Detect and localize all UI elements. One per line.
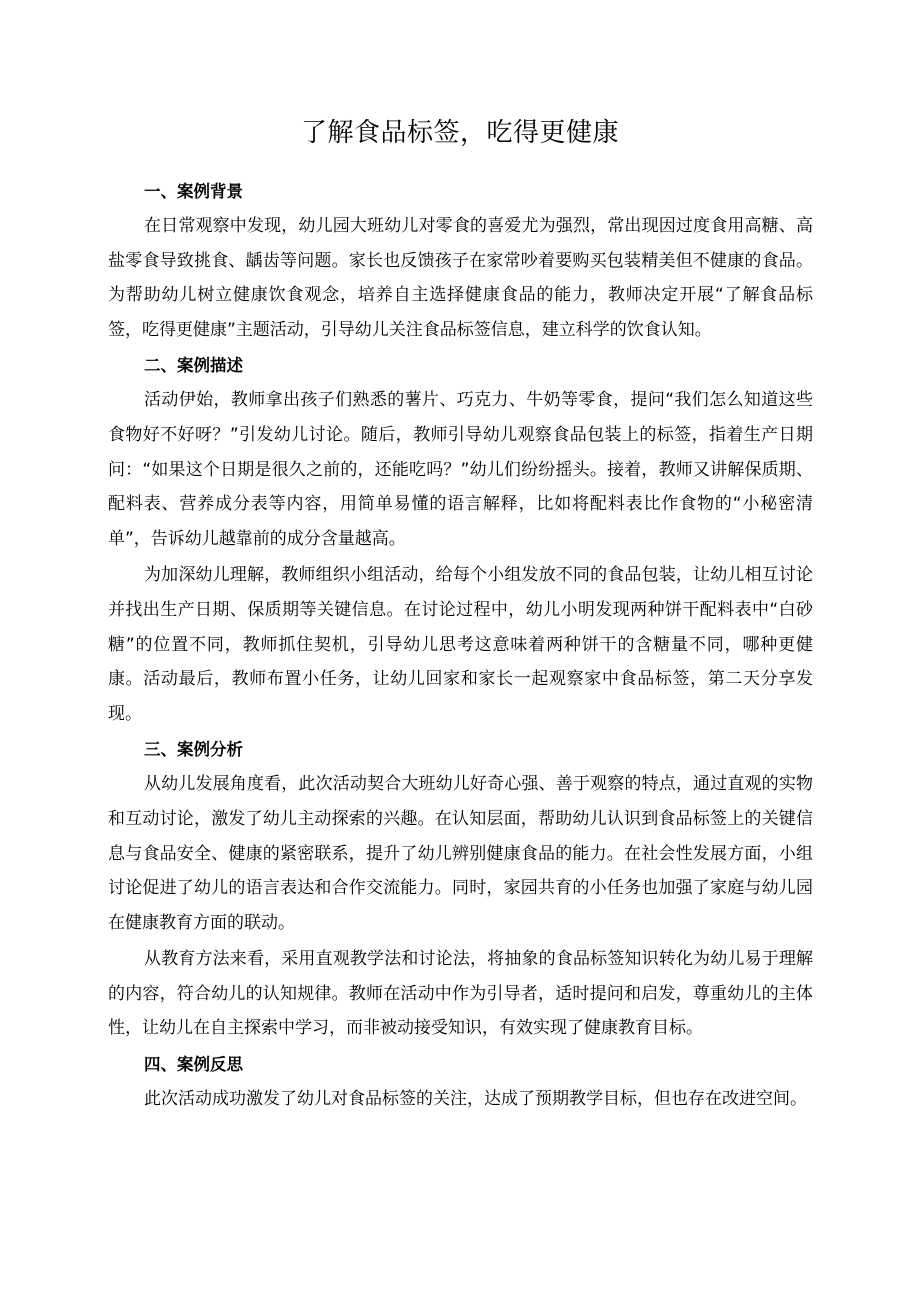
paragraph: 此次活动成功激发了幼儿对食品标签的关注，达成了预期教学目标，但也存在改进空间。 (144, 1089, 807, 1110)
section-reflection (108, 1048, 813, 1117)
paragraph: 活动伊始，教师拿出孩子们熟悉的薯片、巧克力、牛奶等零食，提问“我们怎么知道这些食物好不好呀？”引发幼儿讨论。随后，教师引导幼儿观察食品包装上的标签，指着生产日期问：“如果这个日期是很久之前的，还能吃吗？”幼儿们纷纷摇头。接着，教师又讲解保质期、配料表、营养成分表等内容，用简单易懂的语言解释，比如将配料表比作食物的“小秘密清单”，告诉幼儿越靠前的成分含量越高。 (108, 390, 813, 549)
section-heading: 二、案例描述 (144, 356, 243, 376)
section-heading: 四、案例反思 (144, 1055, 243, 1075)
paragraph: 从教育方法来看，采用直观教学法和讨论法，将抽象的食品标签知识转化为幼儿易于理解的内容，符合幼儿的认知规律。教师在活动中作为引导者，适时提问和启发，尊重幼儿的主体性，让幼儿在自主探索中学习，而非被动接受知识，有效实现了健康教育目标。 (108, 949, 813, 1039)
section-heading: 三、案例分析 (144, 740, 243, 760)
section-description (108, 349, 813, 731)
section-heading: 一、案例背景 (144, 182, 243, 201)
document-body (108, 175, 813, 1119)
paragraph: 为加深幼儿理解，教师组织小组活动，给每个小组发放不同的食品包装，让幼儿相互讨论并找出生产日期、保质期等关键信息。在讨论过程中，幼儿小明发现两种饼干配料表中“白砂糖”的位置不同，教师抓住契机，引导幼儿思考这意味着两种饼干的含糖量不同，哪种更健康。活动最后，教师布置小任务，让幼儿回家和家长一起观察家中食品标签，第二天分享发现。 (108, 565, 813, 724)
paragraph: 从幼儿发展角度看，此次活动契合大班幼儿好奇心强、善于观察的特点，通过直观的实物和互动讨论，激发了幼儿主动探索的兴趣。在认知层面，帮助幼儿认识到食品标签上的关键信息与食品安全、健康的紧密联系，提升了幼儿辨别健康食品的能力。在社会性发展方面，小组讨论促进了幼儿的语言表达和合作交流能力。同时，家园共育的小任务也加强了家庭与幼儿园在健康教育方面的联动。 (108, 774, 813, 933)
section-background (108, 175, 813, 347)
document-title: 了解食品标签，吃得更健康 (300, 118, 619, 148)
section-analysis (108, 733, 813, 1046)
paragraph: 在日常观察中发现，幼儿园大班幼儿对零食的喜爱尤为强烈，常出现因过度食用高糖、高盐零食导致挑食、龋齿等问题。家长也反馈孩子在家常吵着要购买包装精美但不健康的食品。为帮助幼儿树立健康饮食观念，培养自主选择健康食品的能力，教师决定开展“了解食品标签，吃得更健康”主题活动，引导幼儿关注食品标签信息，建立科学的饮食认知。 (108, 216, 813, 340)
